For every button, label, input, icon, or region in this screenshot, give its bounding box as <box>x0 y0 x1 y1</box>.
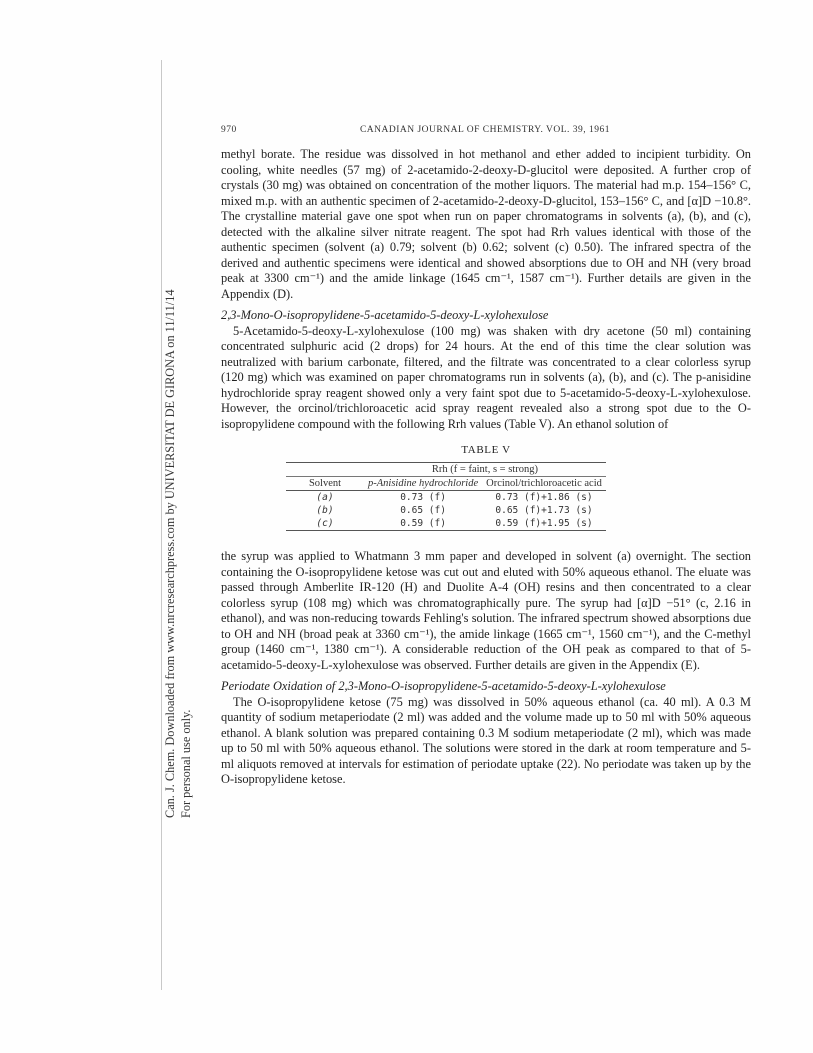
paragraph-2: 5-Acetamido-5-deoxy-L-xylohexulose (100 mg) was shaken with dry acetone (50 ml) containing concentrated sulphuric acid (2 drops) for 24 hours. At the end of this time the clear solution was neutralized with barium carbonate, filtered, and the filtrate was concentrated to a clear colorless syrup (120 mg) which was examined on paper chromatograms run in solvents (a), (b), and (c). The p-anisidine hydrochloride spray reagent showed only a very faint spot due to 5-acetamido-5-deoxy-L-xylohexulose. However, the orcinol/trichloroacetic acid spray reagent revealed also a strong spot due to the O-isopropylidene compound with the following Rrh values (Table V). An ethanol solution of <box>221 323 751 431</box>
col-header-anisidine: p-Anisidine hydrochloride <box>368 478 479 489</box>
cell-solvent: (b) <box>316 505 334 516</box>
rf-table <box>286 462 606 531</box>
watermark-line-2: For personal use only. <box>179 709 193 818</box>
table-spanner: Rrh (f = faint, s = strong) <box>431 464 538 475</box>
paragraph-1: methyl borate. The residue was dissolved in hot methanol and ether added to incipient turbidity. On cooling, white needles (57 mg) of 2-acetamido-2-deoxy-D-glucitol were deposited. A further crop of crystals (30 mg) was obtained on concentration of the mother liquors. The material had m.p. 154–156° C, mixed m.p. with an authentic specimen of 2-acetamido-2-deoxy-D-glucitol, 153–156° C, and [α]D −10.8°. The crystalline material gave one spot when run on paper chromatograms in solvents (a), (b), and (c), detected with the alkaline silver nitrate reagent. The spot had Rrh values identical with those of the authentic specimen (solvent (a) 0.79; solvent (b) 0.62; solvent (c) 0.50). The infrared spectra of the derived and authentic specimens were identical and showed absorptions due to OH and NH (very broad peak at 3300 cm⁻¹) and the amide linkage (1645 cm⁻¹, 1587 cm⁻¹). Further details are given in the Appendix (D). <box>221 147 751 301</box>
running-head <box>221 125 751 135</box>
table-spanner-row <box>286 463 606 477</box>
page-content <box>221 125 751 788</box>
col-header-solvent: Solvent <box>308 478 342 489</box>
cell-orcinol: 0.59 (f)+1.95 (s) <box>495 518 593 529</box>
paragraph-4: The O-isopropylidene ketose (75 mg) was dissolved in 50% aqueous ethanol (ca. 40 ml). A 0.3 M quantity of sodium metaperiodate (2 ml) was added and the volume made up to 50 ml with 50% aqueous ethanol. A blank solution was prepared containing 0.3 M sodium metaperiodate (2 ml), which was made up to 50 ml with 50% aqueous ethanol. The solutions were stored in the dark at room temperature and 5-ml aliquots removed at intervals for estimation of periodate uptake (22). No periodate was taken up by the O-isopropylidene ketose. <box>221 694 751 786</box>
page-number: 970 <box>221 125 237 135</box>
table-row <box>286 491 606 505</box>
table-row <box>286 517 606 531</box>
section-heading-2: Periodate Oxidation of 2,3-Mono-O-isopropylidene-5-acetamido-5-deoxy-L-xylohexulose <box>221 679 666 693</box>
cell-orcinol: 0.65 (f)+1.73 (s) <box>495 505 593 516</box>
cell-anisidine: 0.59 (f) <box>400 518 446 529</box>
journal-title: CANADIAN JOURNAL OF CHEMISTRY. VOL. 39, 1961 <box>359 125 611 135</box>
table-header-row <box>286 477 606 491</box>
table-row <box>286 504 606 517</box>
download-watermark <box>162 198 198 818</box>
col-header-orcinol: Orcinol/trichloroacetic acid <box>486 478 602 489</box>
cell-solvent: (c) <box>316 518 334 529</box>
cell-orcinol: 0.73 (f)+1.86 (s) <box>495 492 593 503</box>
cell-anisidine: 0.73 (f) <box>400 492 446 503</box>
watermark-line-1: Can. J. Chem. Downloaded from www.nrcresearchpress.com by UNIVERSITAT DE GIRONA on 11/11/14 <box>163 289 177 818</box>
paragraph-3: the syrup was applied to Whatmann 3 mm paper and developed in solvent (a) overnight. The section containing the O-isopropylidene ketose was cut out and eluted with 50% aqueous ethanol. The eluate was passed through Amberlite IR-120 (H) and Duolite A-4 (OH) resins and then concentrated to a clear colorless syrup (108 mg) which was chromatographically pure. The syrup had [α]D −51° (c, 2.16 in ethanol), and was non-reducing towards Fehling's solution. The infrared spectrum showed absorptions due to OH and NH (broad peak at 3360 cm⁻¹), the amide linkage (1665 cm⁻¹, 1560 cm⁻¹), and the C-methyl group (1460 cm⁻¹, 1380 cm⁻¹). A considerable reduction of the OH peak as compared to that of 5-acetamido-5-deoxy-L-xylohexulose was observed. Further details are given in the Appendix (E). <box>221 549 751 672</box>
cell-anisidine: 0.65 (f) <box>400 505 446 516</box>
cell-solvent: (a) <box>316 492 334 503</box>
section-heading-1: 2,3-Mono-O-isopropylidene-5-acetamido-5-deoxy-L-xylohexulose <box>221 308 549 322</box>
table-caption: TABLE V <box>461 444 511 456</box>
